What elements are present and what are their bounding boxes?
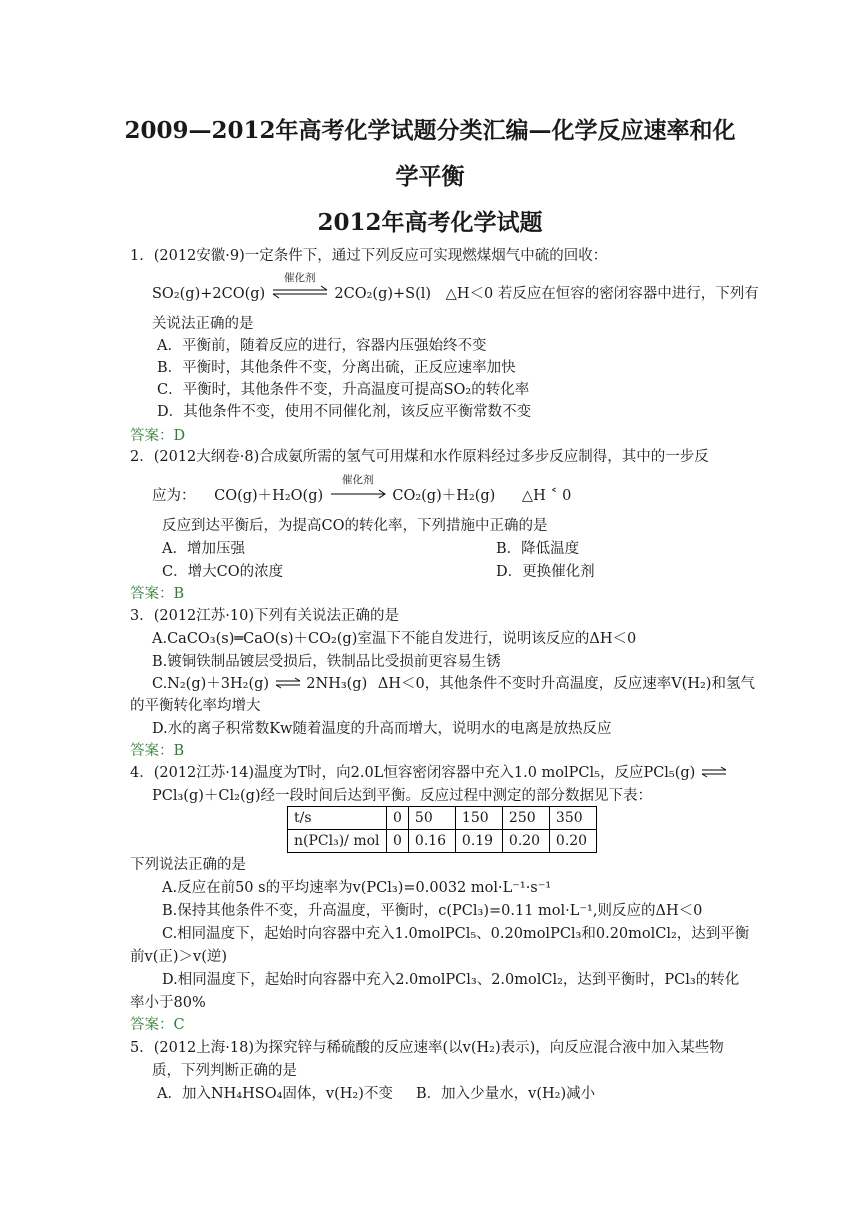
q1-stem-cont: 关说法正确的是 [152, 316, 254, 332]
q3-stem: 3．(2012江苏·10)下列有关说法正确的是 [130, 608, 399, 624]
q4-option-b: B.保持其他条件不变，升高温度，平衡时，c(PCl₃)=0.11 mol·L⁻¹,则反应的ΔH＜0 [162, 903, 703, 919]
q2-stem: 2．(2012大纲卷·8)合成氨所需的氢气可用煤和水作原料经过多步反应制得，其中的一步反 [130, 449, 709, 465]
table-cell: 0.19 [455, 830, 502, 853]
q4-stem-text: 4．(2012江苏·14)温度为T时，向2.0L恒容密闭容器中充入1.0 molPCl₅，反应PCl₅(g) [130, 765, 696, 781]
q4-answer: 答案：C [130, 1017, 185, 1033]
q4-option-d-line2: 率小于80% [130, 995, 206, 1011]
q4-option-a: A.反应在前50 s的平均速率为v(PCl₃)=0.0032 mol·L⁻¹·s⁻¹ [162, 880, 552, 896]
q1-stem: 1．(2012安徽·9)一定条件下，通过下列反应可实现燃煤烟气中硫的回收： [130, 248, 608, 264]
table-cell: 150 [455, 807, 502, 830]
q2-catalyst-arrow [329, 474, 387, 501]
q3-option-b: B.镀铜铁制品镀层受损后，铁制品比受损前更容易生锈 [152, 654, 501, 670]
q4-option-c-line2: 前v(正)＞v(逆) [130, 949, 228, 965]
table-cell: 250 [502, 807, 549, 830]
table-row [288, 807, 597, 830]
q2-equation [152, 474, 572, 505]
q2-stem2: 反应到达平衡后，为提高CO的转化率，下列措施中正确的是 [162, 518, 548, 534]
table-cell: 350 [549, 807, 596, 830]
q4-option-d-line1: D.相同温度下，起始时向容器中充入2.0molPCl₃、2.0molCl₂，达到平衡时，PCl₃的转化 [162, 972, 740, 988]
q1-eq-tail: △H＜0 若反应在恒容的密闭容器中进行，下列有 [445, 286, 759, 302]
q1-catalyst-arrow [271, 272, 329, 299]
q3-option-c-right: 2NH₃(g) [306, 676, 368, 692]
q3-option-c [152, 672, 755, 693]
table-cell: 50 [408, 807, 455, 830]
main-title-line1: 2009—2012年高考化学试题分类汇编—化学反应速率和化 [124, 117, 736, 144]
q3-equilibrium-arrow [275, 677, 301, 689]
equilibrium-arrow-icon [271, 285, 329, 299]
q3-option-c-tail: ΔH＜0，其他条件不变时升高温度，反应速率V(H₂)和氢气 [377, 676, 755, 692]
q3-answer: 答案：B [130, 743, 185, 759]
q2-catalyst-label: 催化剂 [342, 474, 374, 486]
q4-stem-line2: PCl₃(g)＋Cl₂(g)经一段时间后达到平衡。反应过程中测定的部分数据见下表： [152, 788, 653, 804]
q1-equation [152, 272, 759, 303]
table-cell: 0.20 [549, 830, 596, 853]
q4-lead: 下列说法正确的是 [130, 857, 246, 873]
q2-eq-prefix: 应为： [152, 488, 196, 504]
equilibrium-arrow-icon [275, 677, 301, 689]
table-cell: 0.16 [408, 830, 455, 853]
q1-eq-right: 2CO₂(g)+S(l) [334, 286, 432, 302]
q1-option-a: A．平衡前，随着反应的进行，容器内压强始终不变 [157, 338, 487, 354]
q2-option-c: C．增大CO的浓度 [162, 564, 284, 580]
q2-option-d: D．更换催化剂 [496, 564, 595, 580]
q5-option-b: B．加入少量水，v(H₂)减小 [416, 1086, 596, 1102]
q3-option-c-left: C.N₂(g)＋3H₂(g) [152, 676, 270, 692]
table-cell: t/s [288, 807, 387, 830]
q4-data-table [287, 806, 597, 853]
main-title-line2: 学平衡 [395, 163, 465, 190]
q3-option-c-line2: 的平衡转化率均增大 [130, 698, 261, 714]
forward-arrow-icon [329, 487, 387, 501]
q1-option-d: D．其他条件不变，使用不同催化剂，该反应平衡常数不变 [157, 404, 532, 420]
q5-stem-line2: 质，下列判断正确的是 [152, 1063, 297, 1079]
q2-eq-left: CO(g)＋H₂O(g) [214, 488, 324, 504]
table-row [288, 830, 597, 853]
q1-catalyst-label: 催化剂 [284, 272, 316, 284]
q4-data-table-wrap [287, 806, 597, 853]
q1-answer: 答案：D [130, 428, 186, 444]
q2-answer: 答案：B [130, 586, 185, 602]
q4-option-c-line1: C.相同温度下，起始时向容器中充入1.0molPCl₅、0.20molPCl₃和0.20molCl₂，达到平衡 [162, 926, 750, 942]
q1-option-b: B．平衡时，其他条件不变，分离出硫，正反应速率加快 [157, 360, 516, 376]
q2-option-b: B．降低温度 [496, 541, 580, 557]
table-cell: 0 [387, 830, 409, 853]
q1-option-c: C．平衡时，其他条件不变，升高温度可提高SO₂的转化率 [157, 382, 530, 398]
q2-option-a: A．增加压强 [162, 541, 245, 557]
equilibrium-arrow-icon [701, 766, 727, 778]
section-title: 2012年高考化学试题 [317, 209, 543, 236]
q5-stem: 5．(2012上海·18)为探究锌与稀硫酸的反应速率(以v(H₂)表示)，向反应混合液中加入某些物 [130, 1040, 724, 1056]
q2-eq-tail: △H ˂ 0 [521, 488, 572, 504]
table-cell: 0 [387, 807, 409, 830]
q5-option-a: A．加入NH₄HSO₄固体，v(H₂)不变 [157, 1086, 393, 1102]
q2-eq-right: CO₂(g)＋H₂(g) [392, 488, 496, 504]
table-cell: 0.20 [502, 830, 549, 853]
q4-equilibrium-arrow [701, 766, 727, 778]
q1-eq-left: SO₂(g)+2CO(g) [152, 286, 266, 302]
q4-stem [130, 761, 728, 782]
table-cell: n(PCl₃)/ mol [288, 830, 387, 853]
q3-option-d: D.水的离子积常数Kw随着温度的升高而增大，说明水的电离是放热反应 [152, 721, 612, 737]
q3-option-a: A.CaCO₃(s)═CaO(s)＋CO₂(g)室温下不能自发进行，说明该反应的ΔH＜0 [152, 631, 637, 647]
